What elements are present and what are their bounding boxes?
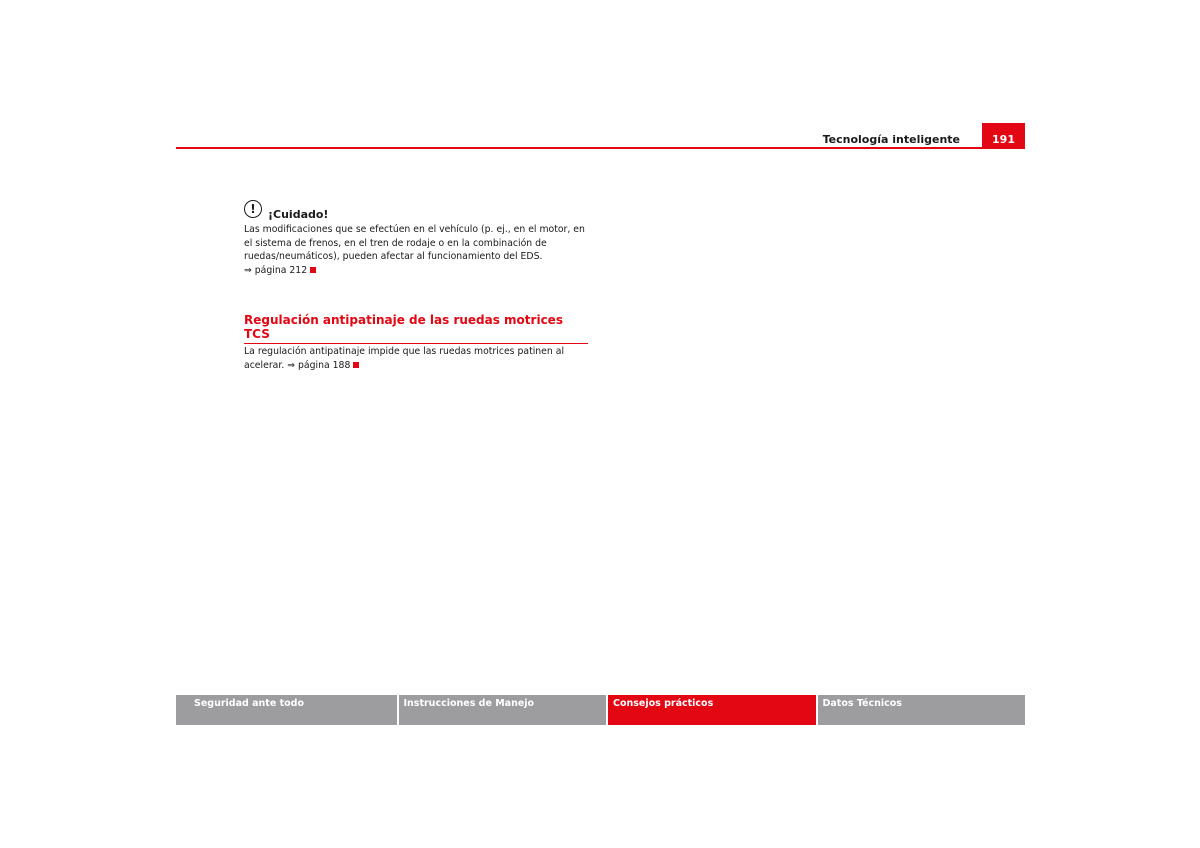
header-rule xyxy=(176,147,1025,149)
section-paragraph xyxy=(244,345,589,372)
end-of-section-mark xyxy=(310,267,316,273)
warning-header xyxy=(244,196,589,221)
warning-title: ¡Cuidado! xyxy=(268,208,329,221)
chapter-nav xyxy=(176,695,1025,725)
warning-page-ref[interactable]: ⇒ página 212 xyxy=(244,264,308,276)
warning-text: Las modificaciones que se efectúen en el vehículo (p. ej., en el motor, en el sistema de frenos, en el tren de rodaje o en la combinación de ruedas/neumáticos), pueden afectar al funcionamiento del EDS. xyxy=(244,224,585,263)
warning-paragraph xyxy=(244,223,589,277)
section-page-ref[interactable]: ⇒ página 188 xyxy=(287,359,351,371)
nav-tab-consejos[interactable]: Consejos prácticos xyxy=(608,695,816,725)
end-of-section-mark xyxy=(353,362,359,368)
warning-box xyxy=(244,196,589,277)
exclamation-circle-icon: ! xyxy=(244,200,262,218)
nav-tab-instrucciones[interactable]: Instrucciones de Manejo xyxy=(399,695,607,725)
section-heading: Regulación antipatinaje de las ruedas motrices TCS xyxy=(244,313,588,344)
section-header-title: Tecnología inteligente xyxy=(822,133,960,146)
page-number: 191 xyxy=(982,123,1025,149)
nav-tab-seguridad[interactable]: Seguridad ante todo xyxy=(176,695,397,725)
nav-tab-datos[interactable]: Datos Técnicos xyxy=(818,695,1026,725)
section-text: La regulación antipatinaje impide que las ruedas motrices patinen al acelerar. xyxy=(244,346,565,371)
